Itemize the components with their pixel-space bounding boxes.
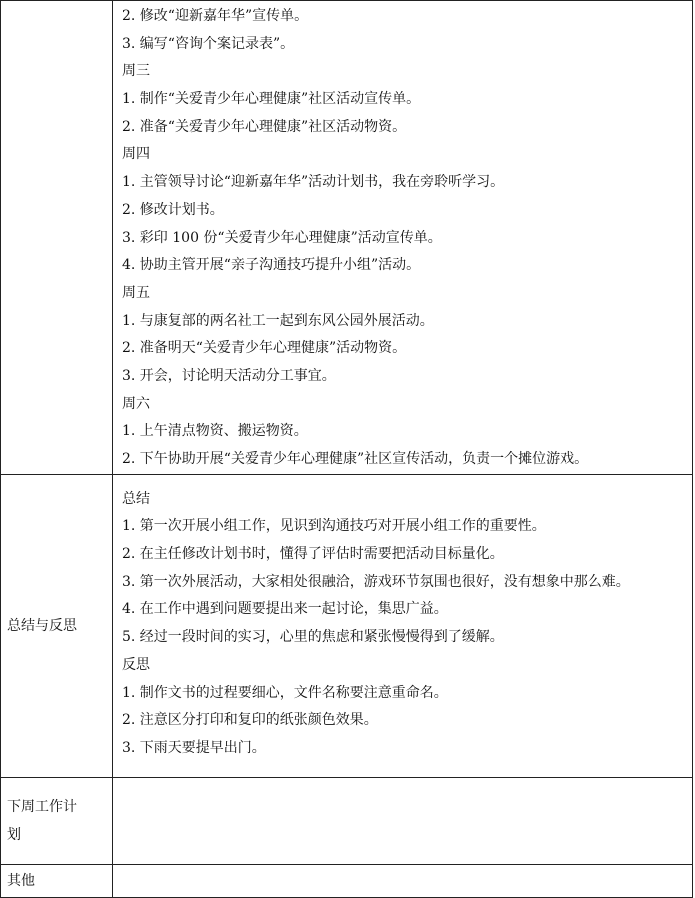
next-week-row (1, 777, 693, 864)
schedule-line: 3. 开会，讨论明天活动分工事宜。 (122, 367, 336, 384)
schedule-line: 4. 协助主管开展“亲子沟通技巧提升小组”活动。 (122, 257, 421, 274)
next-week-content (113, 777, 693, 864)
schedule-content-cell (113, 1, 693, 475)
other-row (1, 864, 693, 897)
schedule-line: 2. 下午协助开展“关爱青少年心理健康”社区宣传活动，负责一个摊位游戏。 (122, 451, 589, 467)
reflection-line: 2. 注意区分打印和复印的纸张颜色效果。 (122, 712, 378, 729)
summary-row (1, 474, 693, 777)
next-week-label (1, 777, 113, 864)
next-week-label-line: 划 (7, 826, 21, 843)
day-heading: 周五 (122, 284, 150, 301)
other-label: 其他 (1, 864, 113, 897)
schedule-line: 1. 主管领导讨论“迎新嘉年华”活动计划书，我在旁聆听学习。 (122, 174, 505, 191)
summary-line: 2. 在主任修改计划书时，懂得了评估时需要把活动目标量化。 (122, 546, 504, 563)
schedule-line: 3. 彩印 100 份“关爱青少年心理健康”活动宣传单。 (122, 229, 442, 246)
summary-label: 总结与反思 (1, 474, 113, 777)
section-heading: 反思 (122, 656, 150, 673)
section-heading: 总结 (122, 490, 150, 507)
day-heading: 周三 (122, 63, 150, 80)
schedule-line: 2. 修改“迎新嘉年华”宣传单。 (122, 8, 309, 24)
other-content (113, 864, 693, 897)
summary-content-cell (113, 474, 693, 777)
reflection-line: 3. 下雨天要提早出门。 (122, 739, 266, 756)
summary-line: 1. 第一次开展小组工作，见识到沟通技巧对开展小组工作的重要性。 (122, 518, 546, 535)
reflection-line: 1. 制作文书的过程要细心，文件名称要注意重命名。 (122, 684, 448, 701)
day-heading: 周六 (122, 395, 150, 412)
schedule-row (1, 1, 693, 475)
next-week-label-line: 下周工作计 (7, 798, 77, 815)
day-heading: 周四 (122, 146, 150, 163)
schedule-line: 1. 制作“关爱青少年心理健康”社区活动宣传单。 (122, 91, 421, 108)
schedule-line: 2. 准备“关爱青少年心理健康”社区活动物资。 (122, 118, 407, 135)
schedule-line: 3. 编写“咨询个案记录表”。 (122, 35, 295, 52)
summary-line: 3. 第一次外展活动，大家相处很融洽，游戏环节氛围也很好，没有想象中那么难。 (122, 573, 630, 590)
schedule-label-cell (1, 1, 113, 475)
schedule-line: 1. 与康复部的两名社工一起到东风公园外展活动。 (122, 312, 434, 329)
schedule-line: 2. 修改计划书。 (122, 201, 224, 218)
summary-line: 4. 在工作中遇到问题要提出来一起讨论，集思广益。 (122, 601, 448, 618)
summary-line: 5. 经过一段时间的实习，心里的焦虑和紧张慢慢得到了缓解。 (122, 629, 504, 646)
schedule-line: 1. 上午清点物资、搬运物资。 (122, 423, 308, 440)
schedule-line: 2. 准备明天“关爱青少年心理健康”活动物资。 (122, 340, 407, 357)
